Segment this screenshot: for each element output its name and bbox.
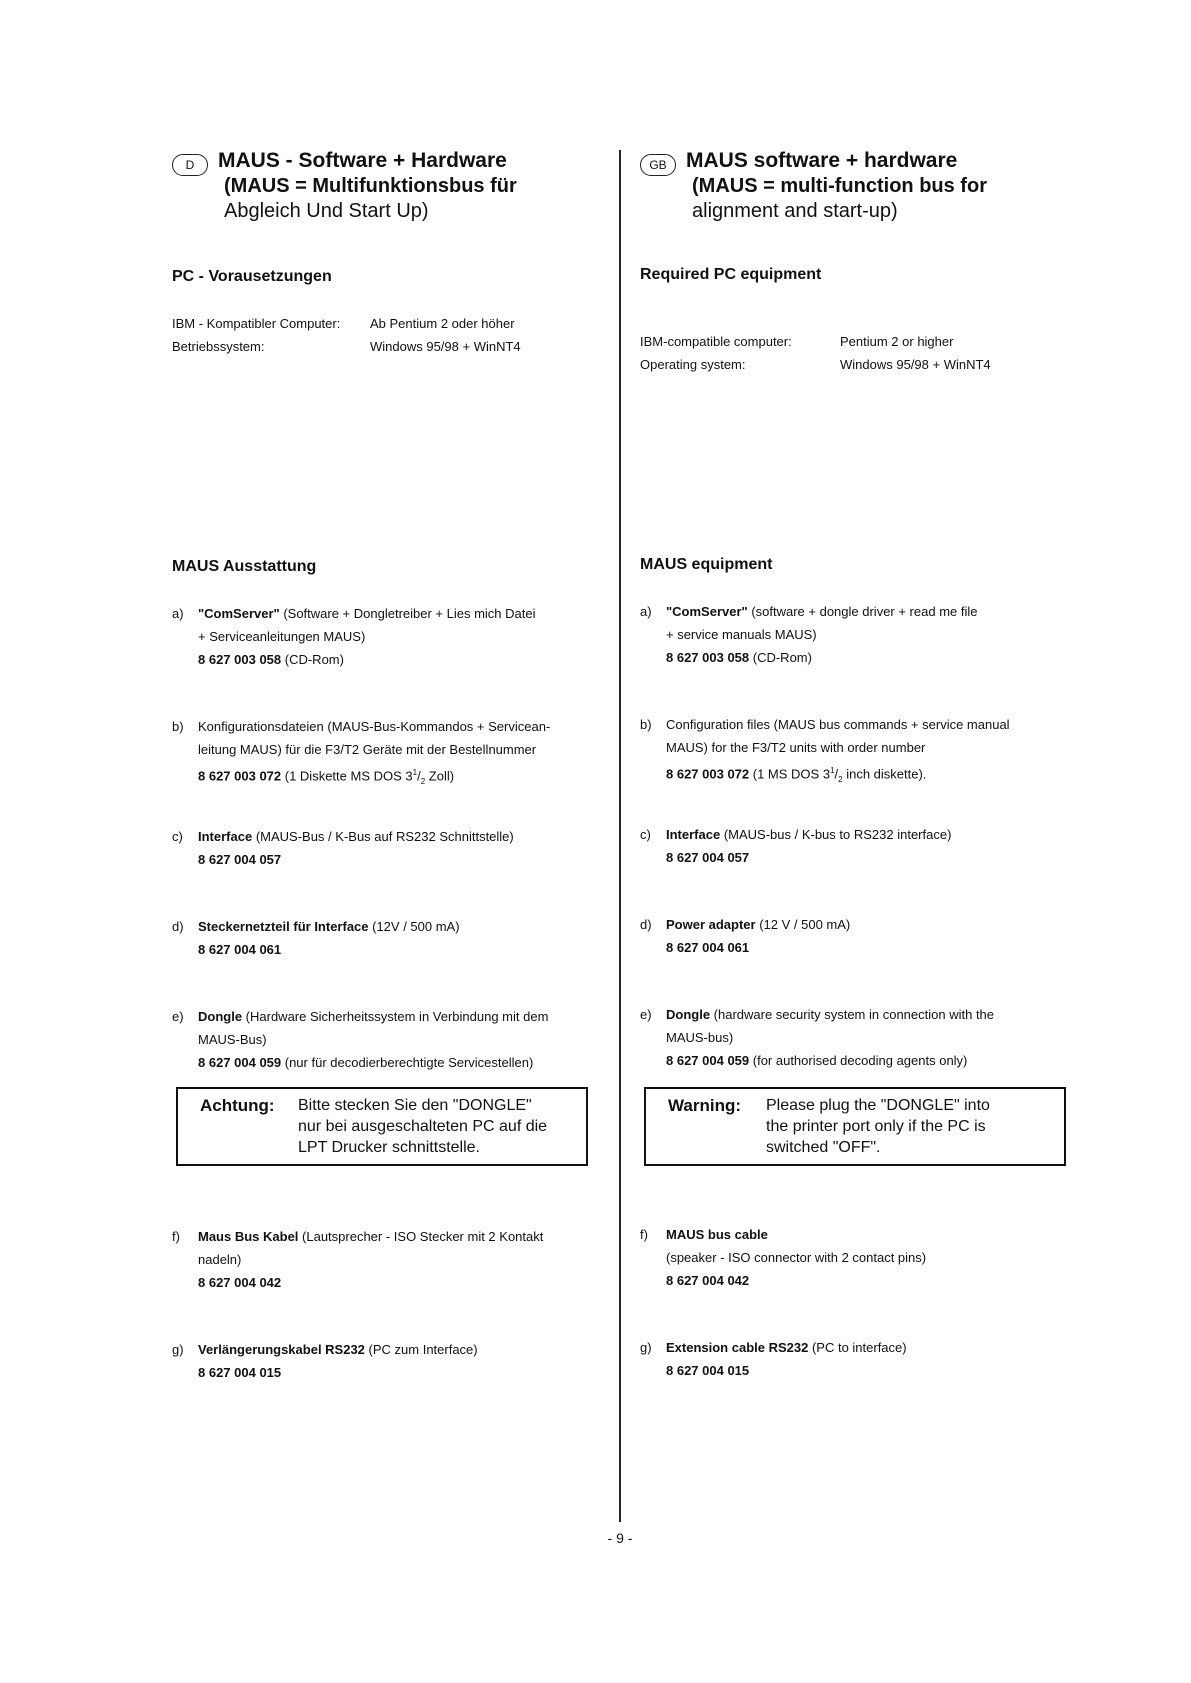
pc-requirements-heading: Required PC equipment [640, 266, 822, 283]
page-title: MAUS software + hardware [686, 149, 958, 172]
list-item-d: d) Power adapter (12 V / 500 mA) 8 627 004 061 [640, 917, 851, 955]
warning-box [644, 1087, 1066, 1166]
list-item-d: d) Steckernetzteil für Interface (12V / 500 mA) 8 627 004 061 [172, 919, 460, 957]
list-item-b: b) Configuration files (MAUS bus commands + service manual MAUS) for the F3/T2 units with order number 8 627 003 072 (1 MS DOS $3^1/_2$ inch diskette). [640, 717, 1010, 784]
column-divider [619, 150, 621, 1522]
warning-text: Bitte stecken Sie den "DONGLE" nur bei ausgeschalteten PC auf die LPT Drucker schnittstelle. [298, 1097, 548, 1156]
subtitle-line-1: (MAUS = Multifunktionsbus für [224, 175, 517, 197]
country-badge-gb: GB [640, 154, 676, 176]
equipment-heading: MAUS equipment [640, 556, 773, 573]
list-item-g: g) Verlängerungskabel RS232 (PC zum Interface) 8 627 004 015 [172, 1342, 478, 1380]
spec-row: IBM - Kompatibler Computer: Ab Pentium 2 oder höher [172, 316, 515, 331]
spec-row: Betriebssystem: Windows 95/98 + WinNT4 [172, 339, 521, 354]
page-number: - 9 - [607, 1530, 633, 1546]
list-item-a: a) "ComServer" (software + dongle driver + read me file + service manuals MAUS) 8 627 003 058 (CD-Rom) [640, 604, 978, 665]
warning-text: Please plug the "DONGLE" into the printer port only if the PC is switched "OFF". [766, 1097, 990, 1156]
list-item-b: b) Konfigurationsdateien (MAUS-Bus-Kommandos + Servicean- leitung MAUS) für die F3/T2 Geräte mit der Bestellnummer 8 627 003 072 (1 Diskette MS DOS $3^1/_2$ Zoll) [172, 719, 551, 786]
country-badge-de: D [172, 154, 208, 176]
pc-requirements-heading: PC - Vorausetzungen [172, 268, 332, 285]
list-item-f: f) Maus Bus Kabel (Lautsprecher - ISO Stecker mit 2 Kontakt nadeln) 8 627 004 042 [172, 1229, 544, 1290]
equipment-heading: MAUS Ausstattung [172, 558, 317, 575]
english-column [640, 0, 1080, 1500]
list-item-c: c) Interface (MAUS-bus / K-bus to RS232 interface) 8 627 004 057 [640, 827, 952, 865]
pc-requirements-table [172, 312, 521, 358]
warning-label: Achtung: [200, 1096, 275, 1115]
list-item-a: a) "ComServer" (Software + Dongletreiber + Lies mich Datei + Serviceanleitungen MAUS) 8 627 003 058 (CD-Rom) [172, 606, 536, 667]
german-column [172, 0, 612, 1500]
spec-row: IBM-compatible computer: Pentium 2 or higher [640, 334, 954, 349]
warning-label: Warning: [668, 1096, 742, 1115]
list-item-e: e) Dongle (Hardware Sicherheitssystem in Verbindung mit dem MAUS-Bus) 8 627 004 059 (nur für decodierberechtigte Servicestellen) [172, 1009, 549, 1070]
spec-row: Operating system: Windows 95/98 + WinNT4 [640, 357, 991, 372]
subtitle-line-2: alignment and start-up) [692, 200, 898, 222]
list-item-f: f) MAUS bus cable (speaker - ISO connector with 2 contact pins) 8 627 004 042 [640, 1227, 927, 1288]
list-item-g: g) Extension cable RS232 (PC to interface) 8 627 004 015 [640, 1340, 907, 1378]
pc-requirements-table [640, 330, 991, 376]
page-title: MAUS - Software + Hardware [218, 149, 507, 172]
subtitle-line-1: (MAUS = multi-function bus for [692, 175, 987, 197]
warning-box [176, 1087, 588, 1166]
list-item-c: c) Interface (MAUS-Bus / K-Bus auf RS232 Schnittstelle) 8 627 004 057 [172, 829, 514, 867]
subtitle-line-2: Abgleich Und Start Up) [224, 200, 429, 222]
list-item-e: e) Dongle (hardware security system in connection with the MAUS-bus) 8 627 004 059 (for authorised decoding agents only) [640, 1007, 995, 1068]
